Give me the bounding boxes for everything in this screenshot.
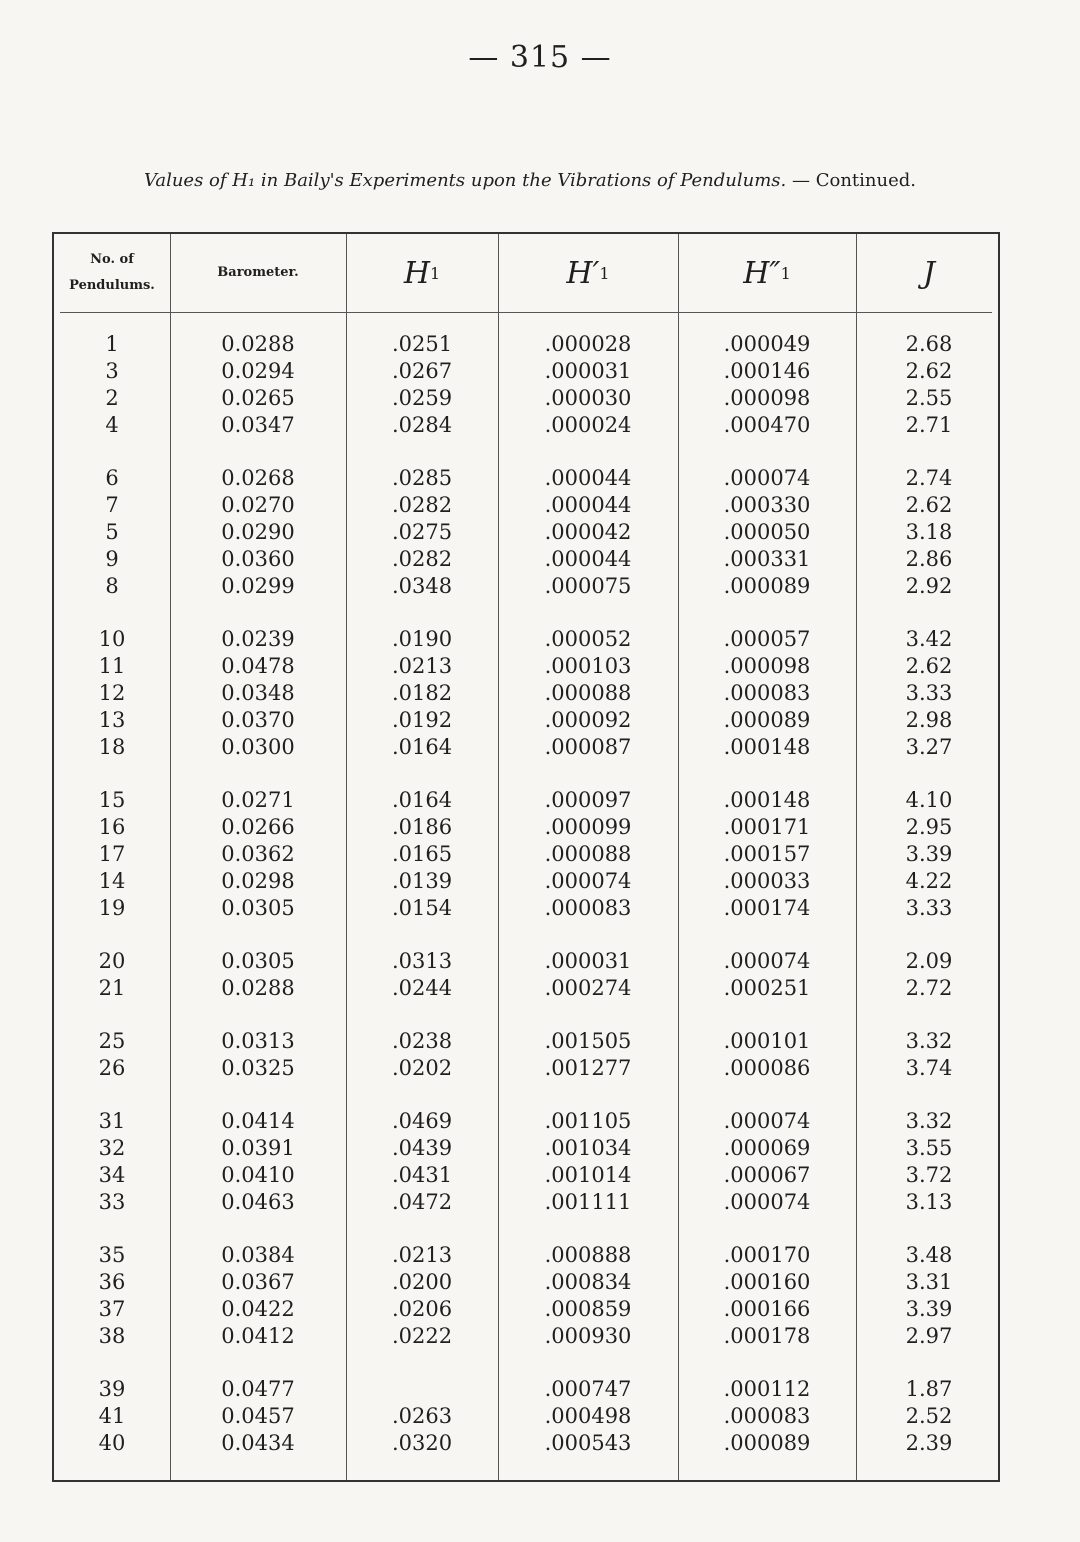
table-row	[54, 1322, 1002, 1349]
cell-h1: .0348	[391, 573, 453, 598]
cell-barometer: 0.0266	[221, 814, 295, 839]
cell-pendulum-no: 18	[98, 734, 126, 759]
cell-h1-prime: .000092	[544, 707, 632, 732]
cell-barometer: 0.0422	[221, 1296, 295, 1321]
cell-pendulum-no: 20	[98, 948, 126, 973]
header-rule	[60, 312, 992, 313]
cell-h1-double-prime: .000331	[723, 546, 811, 571]
cell-h1: .0320	[391, 1430, 453, 1455]
cell-j: 2.95	[905, 814, 953, 839]
cell-h1-prime: .000097	[544, 787, 632, 812]
table-row	[54, 464, 1002, 491]
table-row	[54, 357, 1002, 384]
cell-pendulum-no: 31	[98, 1108, 126, 1133]
table-row	[54, 384, 1002, 411]
cell-h1-prime: .001034	[544, 1135, 632, 1160]
cell-barometer: 0.0434	[221, 1430, 295, 1455]
cell-h1: .0469	[391, 1108, 453, 1133]
row-group	[54, 1027, 1002, 1081]
table-row	[54, 1429, 1002, 1456]
cell-h1-double-prime: .000160	[723, 1269, 811, 1294]
cell-h1-prime: .001014	[544, 1162, 632, 1187]
cell-h1-prime: .000543	[544, 1430, 632, 1455]
cell-h1: .0200	[391, 1269, 453, 1294]
cell-h1-double-prime: .000033	[723, 868, 811, 893]
cell-j: 2.92	[905, 573, 953, 598]
cell-h1-prime: .000044	[544, 492, 632, 517]
header-h1: H 1	[403, 255, 441, 291]
cell-j: 2.71	[905, 412, 953, 437]
cell-h1: .0282	[391, 546, 453, 571]
cell-barometer: 0.0305	[221, 948, 295, 973]
cell-h1-prime: .000088	[544, 841, 632, 866]
cell-pendulum-no: 41	[98, 1403, 126, 1428]
cell-pendulum-no: 3	[105, 358, 119, 383]
cell-barometer: 0.0271	[221, 787, 295, 812]
caption-continued: — Continued.	[792, 170, 916, 191]
cell-barometer: 0.0305	[221, 895, 295, 920]
cell-h1-double-prime: .000470	[723, 412, 811, 437]
cell-barometer: 0.0298	[221, 868, 295, 893]
cell-pendulum-no: 6	[105, 465, 119, 490]
cell-pendulum-no: 25	[98, 1028, 126, 1053]
cell-barometer: 0.0270	[221, 492, 295, 517]
table-row	[54, 652, 1002, 679]
cell-h1-prime: .000859	[544, 1296, 632, 1321]
cell-barometer: 0.0294	[221, 358, 295, 383]
cell-barometer: 0.0463	[221, 1189, 295, 1214]
cell-h1-double-prime: .000050	[723, 519, 811, 544]
cell-h1-double-prime: .000057	[723, 626, 811, 651]
cell-h1: .0165	[391, 841, 453, 866]
header-pendulums: No. of Pendulums.	[69, 252, 155, 293]
cell-h1-double-prime: .000067	[723, 1162, 811, 1187]
cell-h1: .0267	[391, 358, 453, 383]
row-group	[54, 786, 1002, 921]
cell-h1: .0285	[391, 465, 453, 490]
cell-barometer: 0.0325	[221, 1055, 295, 1080]
table-row	[54, 1054, 1002, 1081]
cell-h1-prime: .000087	[544, 734, 632, 759]
cell-h1: .0139	[391, 868, 453, 893]
cell-barometer: 0.0457	[221, 1403, 295, 1428]
cell-h1-double-prime: .000251	[723, 975, 811, 1000]
cell-h1: .0275	[391, 519, 453, 544]
cell-j: 2.55	[905, 385, 953, 410]
table-row	[54, 1375, 1002, 1402]
cell-h1-double-prime: .000330	[723, 492, 811, 517]
cell-barometer: 0.0360	[221, 546, 295, 571]
cell-j: 3.27	[905, 734, 953, 759]
table-row	[54, 1241, 1002, 1268]
cell-h1: .0186	[391, 814, 453, 839]
cell-h1-double-prime: .000074	[723, 465, 811, 490]
table-row	[54, 1027, 1002, 1054]
row-group	[54, 947, 1002, 1001]
cell-barometer: 0.0478	[221, 653, 295, 678]
cell-h1-double-prime: .000089	[723, 573, 811, 598]
table-row	[54, 330, 1002, 357]
table-row	[54, 679, 1002, 706]
cell-h1-prime: .000074	[544, 868, 632, 893]
table-row	[54, 625, 1002, 652]
cell-pendulum-no: 40	[98, 1430, 126, 1455]
row-group	[54, 330, 1002, 438]
cell-h1: .0284	[391, 412, 453, 437]
row-group	[54, 464, 1002, 599]
cell-pendulum-no: 33	[98, 1189, 126, 1214]
cell-h1-double-prime: .000074	[723, 948, 811, 973]
cell-barometer: 0.0414	[221, 1108, 295, 1133]
cell-j: 4.22	[905, 868, 953, 893]
cell-j: 3.32	[905, 1028, 953, 1053]
cell-barometer: 0.0288	[221, 331, 295, 356]
cell-pendulum-no: 4	[105, 412, 119, 437]
table-row	[54, 867, 1002, 894]
cell-pendulum-no: 16	[98, 814, 126, 839]
cell-h1: .0213	[391, 1242, 453, 1267]
cell-pendulum-no: 13	[98, 707, 126, 732]
cell-h1: .0190	[391, 626, 453, 651]
row-group	[54, 1107, 1002, 1215]
cell-pendulum-no: 17	[98, 841, 126, 866]
cell-h1-prime: .000028	[544, 331, 632, 356]
cell-h1-double-prime: .000148	[723, 734, 811, 759]
cell-h1-double-prime: .000083	[723, 680, 811, 705]
cell-j: 3.55	[905, 1135, 953, 1160]
cell-j: 4.10	[905, 787, 953, 812]
table-row	[54, 1188, 1002, 1215]
table-body	[54, 330, 1002, 1482]
table-row	[54, 545, 1002, 572]
cell-h1-prime: .000031	[544, 358, 632, 383]
cell-h1-double-prime: .000157	[723, 841, 811, 866]
cell-h1: .0182	[391, 680, 453, 705]
cell-barometer: 0.0367	[221, 1269, 295, 1294]
cell-h1-double-prime: .000098	[723, 653, 811, 678]
header-h1-double-prime: H″ 1	[743, 255, 791, 291]
cell-h1: .0192	[391, 707, 453, 732]
table-row	[54, 411, 1002, 438]
cell-j: 2.86	[905, 546, 953, 571]
cell-h1: .0439	[391, 1135, 453, 1160]
cell-pendulum-no: 19	[98, 895, 126, 920]
table-row	[54, 947, 1002, 974]
cell-h1: .0206	[391, 1296, 453, 1321]
cell-h1-double-prime: .000146	[723, 358, 811, 383]
cell-barometer: 0.0265	[221, 385, 295, 410]
table-row	[54, 518, 1002, 545]
cell-barometer: 0.0348	[221, 680, 295, 705]
cell-h1-double-prime: .000089	[723, 1430, 811, 1455]
cell-h1-prime: .000075	[544, 573, 632, 598]
cell-h1-prime: .001277	[544, 1055, 632, 1080]
cell-h1-prime: .000044	[544, 465, 632, 490]
cell-pendulum-no: 34	[98, 1162, 126, 1187]
cell-h1-prime: .000930	[544, 1323, 632, 1348]
cell-barometer: 0.0300	[221, 734, 295, 759]
table-row	[54, 572, 1002, 599]
cell-j: 3.72	[905, 1162, 953, 1187]
cell-h1-double-prime: .000083	[723, 1403, 811, 1428]
cell-barometer: 0.0347	[221, 412, 295, 437]
table-row	[54, 1134, 1002, 1161]
table-row	[54, 1268, 1002, 1295]
cell-barometer: 0.0313	[221, 1028, 295, 1053]
cell-barometer: 0.0384	[221, 1242, 295, 1267]
cell-pendulum-no: 26	[98, 1055, 126, 1080]
cell-h1: .0263	[391, 1403, 453, 1428]
table-row	[54, 813, 1002, 840]
cell-j: 2.09	[905, 948, 953, 973]
cell-h1: .0251	[391, 331, 453, 356]
header-j: J	[922, 255, 936, 291]
cell-h1: .0238	[391, 1028, 453, 1053]
cell-j: 3.32	[905, 1108, 953, 1133]
cell-j: 2.72	[905, 975, 953, 1000]
cell-h1-double-prime: .000178	[723, 1323, 811, 1348]
cell-h1-prime: .000099	[544, 814, 632, 839]
header-h1-prime: H′ 1	[566, 255, 610, 291]
row-group	[54, 1375, 1002, 1456]
table-row	[54, 786, 1002, 813]
cell-pendulum-no: 8	[105, 573, 119, 598]
cell-h1: .0222	[391, 1323, 453, 1348]
cell-pendulum-no: 7	[105, 492, 119, 517]
cell-barometer: 0.0362	[221, 841, 295, 866]
cell-j: 2.62	[905, 492, 953, 517]
cell-h1-double-prime: .000112	[723, 1376, 811, 1401]
cell-h1-prime: .000103	[544, 653, 632, 678]
cell-pendulum-no: 15	[98, 787, 126, 812]
cell-h1-prime: .000498	[544, 1403, 632, 1428]
cell-h1-prime: .001105	[544, 1108, 632, 1133]
cell-barometer: 0.0299	[221, 573, 295, 598]
cell-barometer: 0.0477	[221, 1376, 295, 1401]
cell-barometer: 0.0370	[221, 707, 295, 732]
cell-h1-double-prime: .000170	[723, 1242, 811, 1267]
cell-pendulum-no: 1	[105, 331, 119, 356]
cell-j: 3.39	[905, 1296, 953, 1321]
cell-h1: .0202	[391, 1055, 453, 1080]
cell-j: 2.62	[905, 358, 953, 383]
header-barometer: Barometer.	[217, 265, 299, 280]
cell-h1-prime: .000274	[544, 975, 632, 1000]
table-row	[54, 1161, 1002, 1188]
cell-pendulum-no: 32	[98, 1135, 126, 1160]
cell-h1: .0244	[391, 975, 453, 1000]
cell-h1: .0154	[391, 895, 453, 920]
cell-j: 3.13	[905, 1189, 953, 1214]
cell-j: 3.18	[905, 519, 953, 544]
cell-j: 2.97	[905, 1323, 953, 1348]
cell-barometer: 0.0290	[221, 519, 295, 544]
cell-h1-double-prime: .000086	[723, 1055, 811, 1080]
cell-barometer: 0.0268	[221, 465, 295, 490]
cell-h1-prime: .000044	[544, 546, 632, 571]
cell-h1: .0313	[391, 948, 453, 973]
cell-h1-double-prime: .000101	[723, 1028, 811, 1053]
cell-pendulum-no: 11	[98, 653, 126, 678]
cell-barometer: 0.0288	[221, 975, 295, 1000]
table-row	[54, 894, 1002, 921]
cell-barometer: 0.0239	[221, 626, 295, 651]
table-row	[54, 733, 1002, 760]
data-table	[52, 232, 1000, 1482]
cell-h1-double-prime: .000074	[723, 1189, 811, 1214]
cell-barometer: 0.0412	[221, 1323, 295, 1348]
row-group	[54, 625, 1002, 760]
cell-pendulum-no: 12	[98, 680, 126, 705]
cell-h1-prime: .000031	[544, 948, 632, 973]
cell-pendulum-no: 9	[105, 546, 119, 571]
cell-h1: .0164	[391, 787, 453, 812]
cell-h1-double-prime: .000049	[723, 331, 811, 356]
caption-italic: Values of H₁ in Baily's Experiments upon the Vibrations of Pendulums.	[144, 170, 787, 191]
cell-h1-double-prime: .000069	[723, 1135, 811, 1160]
cell-h1: .0213	[391, 653, 453, 678]
cell-h1: .0259	[391, 385, 453, 410]
cell-barometer: 0.0391	[221, 1135, 295, 1160]
cell-h1-double-prime: .000171	[723, 814, 811, 839]
table-row	[54, 491, 1002, 518]
cell-j: 3.33	[905, 680, 953, 705]
cell-h1-prime: .000052	[544, 626, 632, 651]
cell-pendulum-no: 10	[98, 626, 126, 651]
table-row	[54, 974, 1002, 1001]
cell-h1-double-prime: .000098	[723, 385, 811, 410]
cell-pendulum-no: 2	[105, 385, 119, 410]
cell-h1-prime: .000834	[544, 1269, 632, 1294]
cell-j: 3.39	[905, 841, 953, 866]
cell-pendulum-no: 35	[98, 1242, 126, 1267]
cell-h1-double-prime: .000089	[723, 707, 811, 732]
cell-j: 3.42	[905, 626, 953, 651]
cell-j: 2.74	[905, 465, 953, 490]
cell-h1-prime: .001505	[544, 1028, 632, 1053]
cell-h1-double-prime: .000166	[723, 1296, 811, 1321]
cell-j: 3.48	[905, 1242, 953, 1267]
cell-j: 2.98	[905, 707, 953, 732]
cell-pendulum-no: 39	[98, 1376, 126, 1401]
cell-j: 3.31	[905, 1269, 953, 1294]
table-row	[54, 1107, 1002, 1134]
cell-j: 2.62	[905, 653, 953, 678]
cell-pendulum-no: 37	[98, 1296, 126, 1321]
cell-pendulum-no: 21	[98, 975, 126, 1000]
cell-h1-double-prime: .000174	[723, 895, 811, 920]
cell-pendulum-no: 36	[98, 1269, 126, 1294]
cell-barometer: 0.0410	[221, 1162, 295, 1187]
cell-h1-prime: .000042	[544, 519, 632, 544]
cell-h1-double-prime: .000074	[723, 1108, 811, 1133]
cell-h1-double-prime: .000148	[723, 787, 811, 812]
table-row	[54, 1295, 1002, 1322]
page-number: — 315 —	[468, 40, 612, 75]
cell-j: 3.33	[905, 895, 953, 920]
cell-pendulum-no: 5	[105, 519, 119, 544]
cell-h1: .0431	[391, 1162, 453, 1187]
cell-j: 2.52	[905, 1403, 953, 1428]
cell-h1-prime: .000088	[544, 680, 632, 705]
table-row	[54, 840, 1002, 867]
row-group	[54, 1241, 1002, 1349]
cell-h1-prime: .000083	[544, 895, 632, 920]
cell-pendulum-no: 14	[98, 868, 126, 893]
cell-h1-prime: .000024	[544, 412, 632, 437]
table-row	[54, 1402, 1002, 1429]
table-caption	[60, 170, 1000, 191]
cell-h1-prime: .000888	[544, 1242, 632, 1267]
cell-pendulum-no: 38	[98, 1323, 126, 1348]
cell-h1: .0282	[391, 492, 453, 517]
cell-h1-prime: .001111	[544, 1189, 632, 1214]
cell-j: 2.68	[905, 331, 953, 356]
table-row	[54, 706, 1002, 733]
cell-h1-prime: .000030	[544, 385, 632, 410]
cell-j: 2.39	[905, 1430, 953, 1455]
cell-h1: .0164	[391, 734, 453, 759]
cell-j: 3.74	[905, 1055, 953, 1080]
cell-h1: .0472	[391, 1189, 453, 1214]
cell-j: 1.87	[905, 1376, 953, 1401]
cell-h1-prime: .000747	[544, 1376, 632, 1401]
